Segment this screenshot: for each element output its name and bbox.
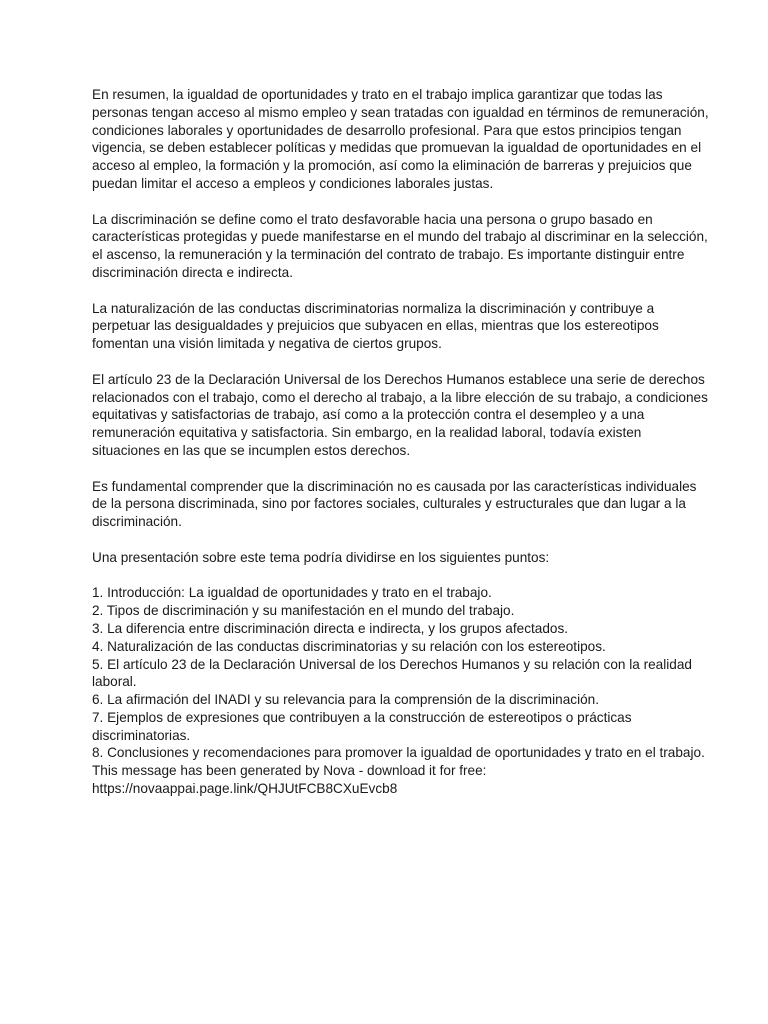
- list-item: 4. Naturalización de las conductas discriminatorias y su relación con los estereotipos.: [92, 638, 606, 654]
- paragraph-presentation-intro: Una presentación sobre este tema podría dividirse en los siguientes puntos:: [92, 549, 550, 565]
- list-item: 2. Tipos de discriminación y su manifestación en el mundo del trabajo.: [92, 603, 515, 619]
- paragraph-naturalization: La naturalización de las conductas discriminatorias normaliza la discriminación y contribuye a perpetuar las desigualdades y prejuicios que subyacen en ellas, mientras que los estereotipos fomentan una visión limitada y negativa de ciertos grupos.: [92, 300, 659, 352]
- list-item: 5. El artículo 23 de la Declaración Universal de los Derechos Humanos y su relación con la realidad laboral.: [92, 656, 692, 690]
- generated-message: This message has been generated by Nova - download it for free:: [92, 763, 487, 779]
- presentation-points-list: [92, 584, 712, 762]
- list-item: 1. Introducción: La igualdad de oportunidades y trato en el trabajo.: [92, 585, 492, 601]
- list-item: 6. La afirmación del INADI y su relevancia para la comprensión de la discriminación.: [92, 692, 599, 708]
- download-link[interactable]: https://novaappai.page.link/QHJUtFCB8CXuEvcb8: [92, 781, 398, 797]
- list-item: 7. Ejemplos de expresiones que contribuyen a la construcción de estereotipos o prácticas discriminatorias.: [92, 709, 632, 743]
- document-body: [92, 86, 712, 798]
- paragraph-article-23: El artículo 23 de la Declaración Universal de los Derechos Humanos establece una serie de derechos relacionados con el trabajo, como el derecho al trabajo, a la libre elección de su trabajo, a condiciones equitativas y satisfactorias de trabajo, así como a la protección contra el desempleo y a una remuneración equitativa y satisfactoria. Sin embargo, en la realidad laboral, todavía existen situaciones en las que se incumplen estos derechos.: [92, 371, 708, 458]
- list-item: 3. La diferencia entre discriminación directa e indirecta, y los grupos afectados.: [92, 620, 569, 636]
- paragraph-discrimination-definition: La discriminación se define como el trato desfavorable hacia una persona o grupo basado en características protegidas y puede manifestarse en el mundo del trabajo al discriminar en la selección, el ascenso, la remuneración y la terminación del contrato de trabajo. Es importante distinguir entre discriminación directa e indirecta.: [92, 211, 708, 280]
- paragraph-summary: En resumen, la igualdad de oportunidades y trato en el trabajo implica garantizar que todas las personas tengan acceso al mismo empleo y sean tratadas con igualdad en términos de remuneración, condiciones laborales y oportunidades de desarrollo profesional. Para que estos principios tengan vigencia, se deben establecer políticas y medidas que promuevan la igualdad de oportunidades en el acceso al empleo, la formación y la promoción, así como la eliminación de barreras y prejuicios que puedan limitar el acceso a empleos y condiciones laborales justas.: [92, 87, 709, 191]
- list-item: 8. Conclusiones y recomendaciones para promover la igualdad de oportunidades y trato en el trabajo.: [92, 745, 705, 761]
- paragraph-fundamental: Es fundamental comprender que la discriminación no es causada por las características individuales de la persona discriminada, sino por factores sociales, culturales y estructurales que dan lugar a la discriminación.: [92, 478, 697, 530]
